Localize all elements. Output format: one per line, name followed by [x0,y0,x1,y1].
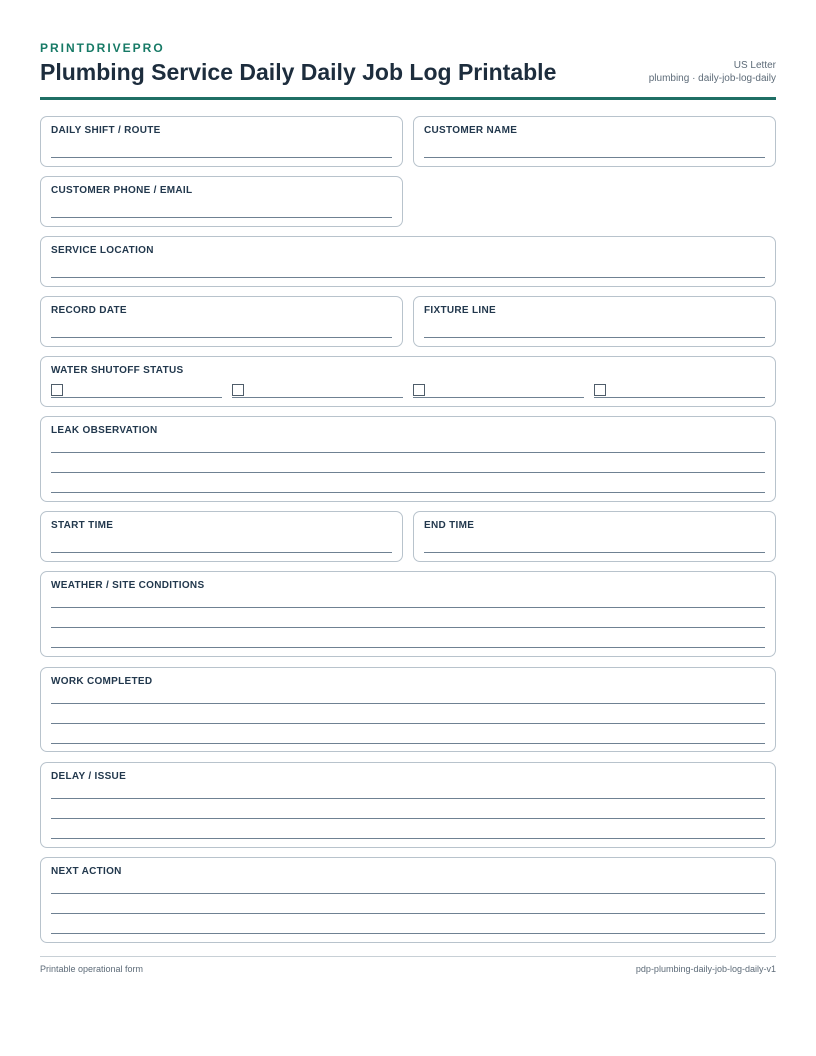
field-customer-name[interactable] [413,116,776,167]
write-line[interactable] [51,647,765,648]
field-label: END TIME [424,520,475,531]
field-label: WORK COMPLETED [51,676,153,687]
field-label: CUSTOMER NAME [424,125,518,136]
field-label: LEAK OBSERVATION [51,425,158,436]
write-line[interactable] [51,337,392,338]
write-line[interactable] [51,157,392,158]
write-line[interactable] [51,818,765,819]
field-next-action[interactable] [40,857,776,943]
field-label: FIXTURE LINE [424,305,496,316]
field-label: WEATHER / SITE CONDITIONS [51,580,205,591]
page-title: Plumbing Service Daily Daily Job Log Printable [40,59,557,85]
write-line[interactable] [51,933,765,934]
write-line[interactable] [51,607,765,608]
checkbox[interactable] [594,384,606,396]
brand-name: PRINTDRIVEPRO [40,41,165,55]
field-fixture-line[interactable] [413,296,776,347]
field-end-time[interactable] [413,511,776,562]
checkbox[interactable] [51,384,63,396]
field-start-time[interactable] [40,511,403,562]
field-record-date[interactable] [40,296,403,347]
write-line[interactable] [51,452,765,453]
field-weather-site-conditions[interactable] [40,571,776,657]
field-label: WATER SHUTOFF STATUS [51,365,184,376]
footer-form-id: pdp-plumbing-daily-job-log-daily-v1 [635,964,776,974]
document-tags: plumbing · daily-job-log-daily [648,73,776,84]
write-line[interactable] [51,743,765,744]
field-label: DAILY SHIFT / ROUTE [51,125,161,136]
field-label: START TIME [51,520,114,531]
checkbox[interactable] [413,384,425,396]
write-line[interactable] [424,552,765,553]
field-label: RECORD DATE [51,305,127,316]
checkbox-option[interactable] [232,382,403,398]
write-line[interactable] [51,703,765,704]
write-line[interactable] [51,798,765,799]
checkbox-option[interactable] [594,382,765,398]
field-label: NEXT ACTION [51,866,122,877]
write-line[interactable] [51,723,765,724]
field-label: SERVICE LOCATION [51,245,154,256]
write-line[interactable] [51,838,765,839]
paper-size: US Letter [733,60,776,71]
footer-rule [40,956,776,957]
header-rule [40,97,776,100]
field-label: DELAY / ISSUE [51,771,127,782]
write-line[interactable] [51,552,392,553]
field-water-shutoff-status [40,356,776,407]
checkbox-option[interactable] [51,382,222,398]
write-line[interactable] [51,472,765,473]
field-label: CUSTOMER PHONE / EMAIL [51,185,193,196]
write-line[interactable] [51,627,765,628]
write-line[interactable] [51,913,765,914]
write-line[interactable] [424,337,765,338]
field-customer-phone-email[interactable] [40,176,403,227]
field-delay-issue[interactable] [40,762,776,848]
write-line[interactable] [51,893,765,894]
write-line[interactable] [424,157,765,158]
field-leak-observation[interactable] [40,416,776,502]
write-line[interactable] [51,492,765,493]
field-daily-shift-route[interactable] [40,116,403,167]
write-line[interactable] [51,277,765,278]
footer-description: Printable operational form [40,964,144,974]
write-line[interactable] [51,217,392,218]
document-meta [649,59,776,85]
checkbox[interactable] [232,384,244,396]
checkbox-row [51,382,765,398]
checkbox-option[interactable] [413,382,584,398]
field-service-location[interactable] [40,236,776,287]
field-work-completed[interactable] [40,667,776,752]
